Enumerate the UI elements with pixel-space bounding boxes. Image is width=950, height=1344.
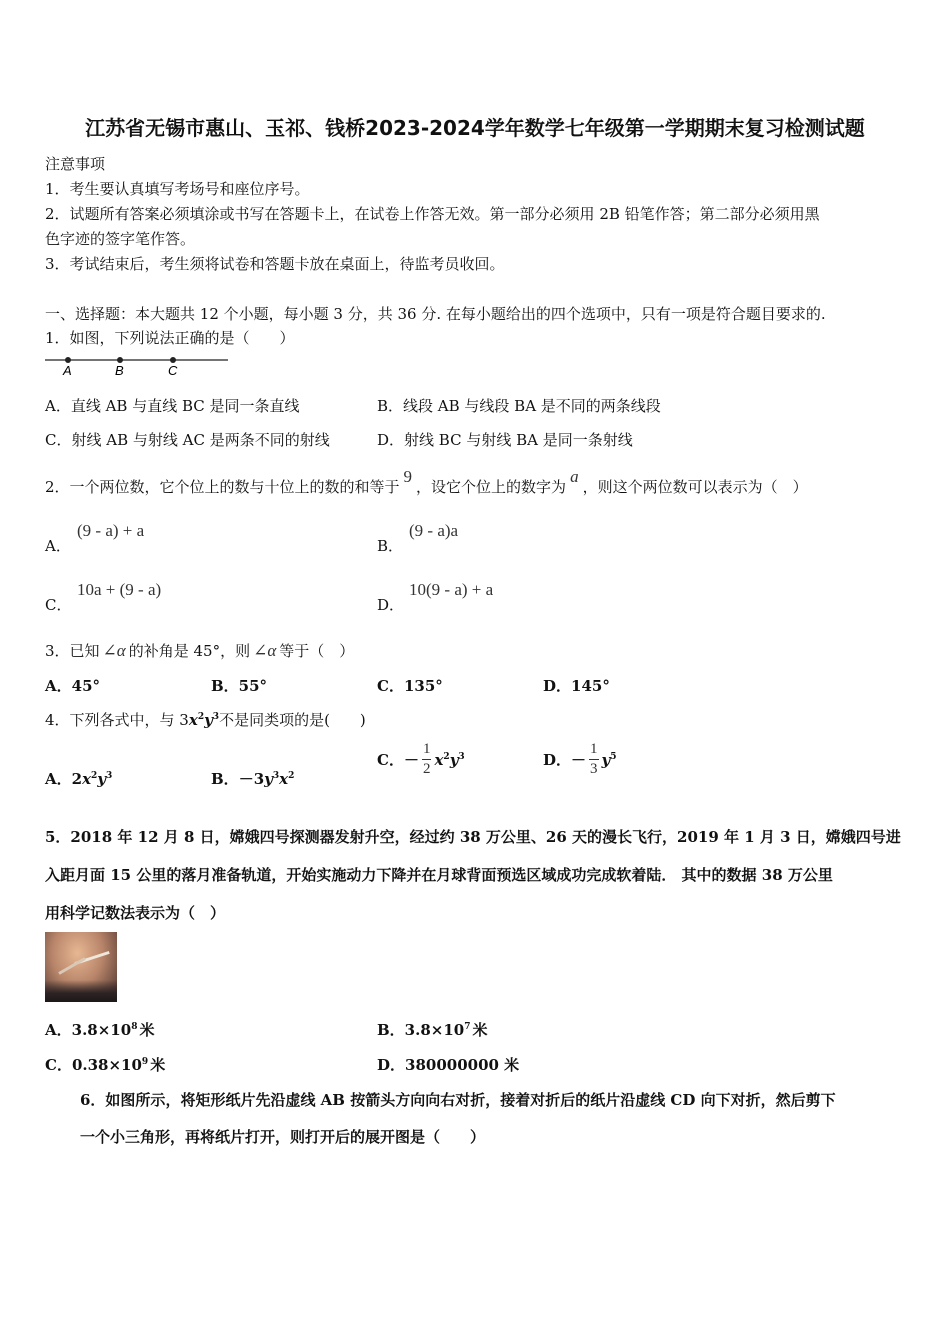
option-c-x-exp: 2 <box>443 751 450 762</box>
option-c-numerator: 1 <box>422 742 432 760</box>
option-a-y: y <box>97 770 107 788</box>
question-3-stem-part-3: 等于（ ） <box>279 642 355 660</box>
question-1-option-c[interactable]: C．射线 AB 与射线 AC 是两条不同的射线 <box>45 431 330 449</box>
option-d-minus: － <box>571 751 587 769</box>
option-b-value: B．3.8×10 <box>377 1021 465 1039</box>
option-c-value: C．0.38×10 <box>45 1056 142 1074</box>
point-a-label: A <box>63 363 72 378</box>
notice-item-3: 3．考试结束后，考生须将试卷和答题卡放在桌面上，待监考员收回。 <box>45 255 505 273</box>
option-c-unit: 米 <box>150 1056 166 1074</box>
option-b-x-exp: 2 <box>288 771 295 781</box>
notice-heading: 注意事项 <box>45 155 106 173</box>
question-2-variable-a: a <box>570 467 579 486</box>
question-4-term-y: y <box>204 711 213 729</box>
option-c-minus: － <box>403 751 419 769</box>
question-2-option-c-label[interactable]: C． <box>45 596 72 614</box>
option-d-numerator: 1 <box>589 742 599 760</box>
option-d-fraction <box>589 742 599 777</box>
point-c-label: C <box>168 363 178 378</box>
option-b-label: B． <box>211 770 239 788</box>
notice-item-2-line-1: 2．试题所有答案必须填涂或书写在答题卡上，在试卷上作答无效。第一部分必须用 2B 铅笔作答；第二部分必须用黑 <box>45 205 820 223</box>
question-4-stem-part-1: 4．下列各式中，与 3 <box>45 711 189 729</box>
question-3-stem <box>45 640 354 661</box>
option-a-y-exp: 3 <box>106 771 113 781</box>
option-c-x: x <box>434 750 444 769</box>
option-a-exponent: 8 <box>131 1022 138 1032</box>
question-3-option-c[interactable]: C．135° <box>377 677 443 695</box>
option-d-label: D． <box>543 751 572 769</box>
question-5-option-a[interactable] <box>45 1019 154 1040</box>
question-2-stem-part-1: 2．一个两位数，它个位上的数与十位上的数的和等于 <box>45 478 400 496</box>
question-2-stem-part-3: ，则这个两位数可以表示为（ ） <box>582 478 808 496</box>
question-4-option-d[interactable] <box>543 742 617 777</box>
option-b-coefficient: 3 <box>253 770 265 788</box>
option-a-x: x <box>82 770 92 788</box>
option-b-x: x <box>279 770 289 788</box>
option-b-y: y <box>264 770 273 788</box>
question-5-option-c[interactable] <box>45 1054 165 1075</box>
point-b-label: B <box>115 363 124 378</box>
option-c-denominator: 2 <box>422 761 431 777</box>
option-c-label: C． <box>377 751 404 769</box>
question-1-option-b[interactable]: B．线段 AB 与线段 BA 是不同的两条线段 <box>377 397 661 415</box>
option-c-y: y <box>449 750 459 769</box>
option-b-exponent: 7 <box>464 1022 471 1032</box>
question-2-number-nine: 9 <box>403 467 413 486</box>
option-a-coefficient: 2 <box>71 770 83 788</box>
option-a-x-exp: 2 <box>91 771 98 781</box>
question-2-option-b-label[interactable]: B． <box>377 537 404 555</box>
question-3-angle-alpha-2: ∠α <box>253 641 277 660</box>
question-2-option-a-label[interactable]: A． <box>45 537 71 555</box>
question-4-stem <box>45 709 366 730</box>
option-b-minus: － <box>238 770 254 788</box>
question-5-option-b[interactable] <box>377 1019 488 1040</box>
question-6-line-1: 6．如图所示，将矩形纸片先沿虚线 AB 按箭头方向向右对折，接着对折后的纸片沿虚线 CD 向下对折，然后剪下 <box>80 1091 836 1109</box>
moon-landing-photo <box>45 932 117 1002</box>
question-3-option-b[interactable]: B．55° <box>211 677 268 695</box>
question-3-stem-part-2: 的补角是 45°，则 <box>128 642 251 660</box>
notice-item-2-line-2: 色字迹的签字笔作答。 <box>45 230 196 248</box>
question-2-option-d-expression: 10(9 - a) + a <box>409 580 494 599</box>
question-1-option-d[interactable]: D．射线 BC 与射线 BA 是同一条射线 <box>377 431 633 449</box>
option-b-unit: 米 <box>472 1021 488 1039</box>
question-1-option-a[interactable]: A．直线 AB 与直线 BC 是同一条直线 <box>45 397 300 415</box>
question-3-stem-part-1: 3．已知 <box>45 642 100 660</box>
question-4-term-x: x <box>188 711 198 729</box>
question-1-line-figure <box>45 350 230 378</box>
question-6-line-2: 一个小三角形，再将纸片打开，则打开后的展开图是（ ） <box>80 1128 486 1146</box>
option-a-label: A． <box>45 770 72 788</box>
section-heading: 一、选择题：本大题共 12 个小题，每小题 3 分，共 36 分. 在每小题给出的四个选项中，只有一项是符合题目要求的. <box>45 305 826 323</box>
question-2-stem-part-2: ，设它个位上的数字为 <box>416 478 567 496</box>
question-5-line-3: 用科学记数法表示为（ ） <box>45 904 226 922</box>
photo-foreground-shadow <box>45 980 117 1002</box>
question-5-option-d[interactable]: D．380000000 米 <box>377 1056 520 1074</box>
option-d-y-exp: 5 <box>610 751 617 762</box>
question-4-term-x-exp: 2 <box>197 712 205 722</box>
option-c-exponent: 9 <box>141 1057 149 1067</box>
question-2-option-b-expression: (9 - a)a <box>409 521 459 540</box>
question-4-option-c[interactable] <box>377 742 465 777</box>
question-5-line-2: 入距月面 15 公里的落月准备轨道，开始实施动力下降并在月球背面预选区域成功完成软着陆． 其中的数据 38 万公里 <box>45 866 833 884</box>
option-b-y-exp: 3 <box>272 771 280 781</box>
option-a-unit: 米 <box>139 1021 155 1039</box>
question-3-option-d[interactable]: D．145° <box>543 677 610 695</box>
question-5-line-1: 5．2018 年 12 月 8 日，嫦娥四号探测器发射升空，经过约 38 万公里、26 天的漫长飞行，2019 年 1 月 3 日，嫦娥四号进 <box>45 828 901 846</box>
question-3-option-a[interactable]: A．45° <box>45 677 101 695</box>
question-4-option-a[interactable] <box>45 768 112 789</box>
option-c-fraction <box>422 742 432 777</box>
page-title: 江苏省无锡市惠山、玉祁、钱桥2023-2024学年数学七年级第一学期期末复习检测试题 <box>85 116 865 140</box>
question-3-angle-alpha-1: ∠α <box>102 641 126 660</box>
photo-rover-track <box>58 957 85 975</box>
question-2-stem <box>45 467 808 497</box>
question-1-stem: 1．如图，下列说法正确的是（ ） <box>45 329 295 347</box>
question-4-option-b[interactable] <box>211 768 294 789</box>
option-c-y-exp: 3 <box>458 751 465 762</box>
notice-item-1: 1．考生要认真填写考场号和座位序号。 <box>45 180 310 198</box>
question-2-option-c-expression: 10a + (9 - a) <box>77 580 162 599</box>
option-d-denominator: 3 <box>590 761 598 777</box>
question-2-option-a-expression: (9 - a) + a <box>77 521 145 540</box>
question-4-term-y-exp: 3 <box>212 712 220 722</box>
question-2-option-d-label[interactable]: D． <box>377 596 405 614</box>
option-a-value: A．3.8×10 <box>45 1021 132 1039</box>
option-d-y: y <box>601 750 611 769</box>
question-4-stem-part-2: 不是同类项的是( ) <box>219 711 366 729</box>
